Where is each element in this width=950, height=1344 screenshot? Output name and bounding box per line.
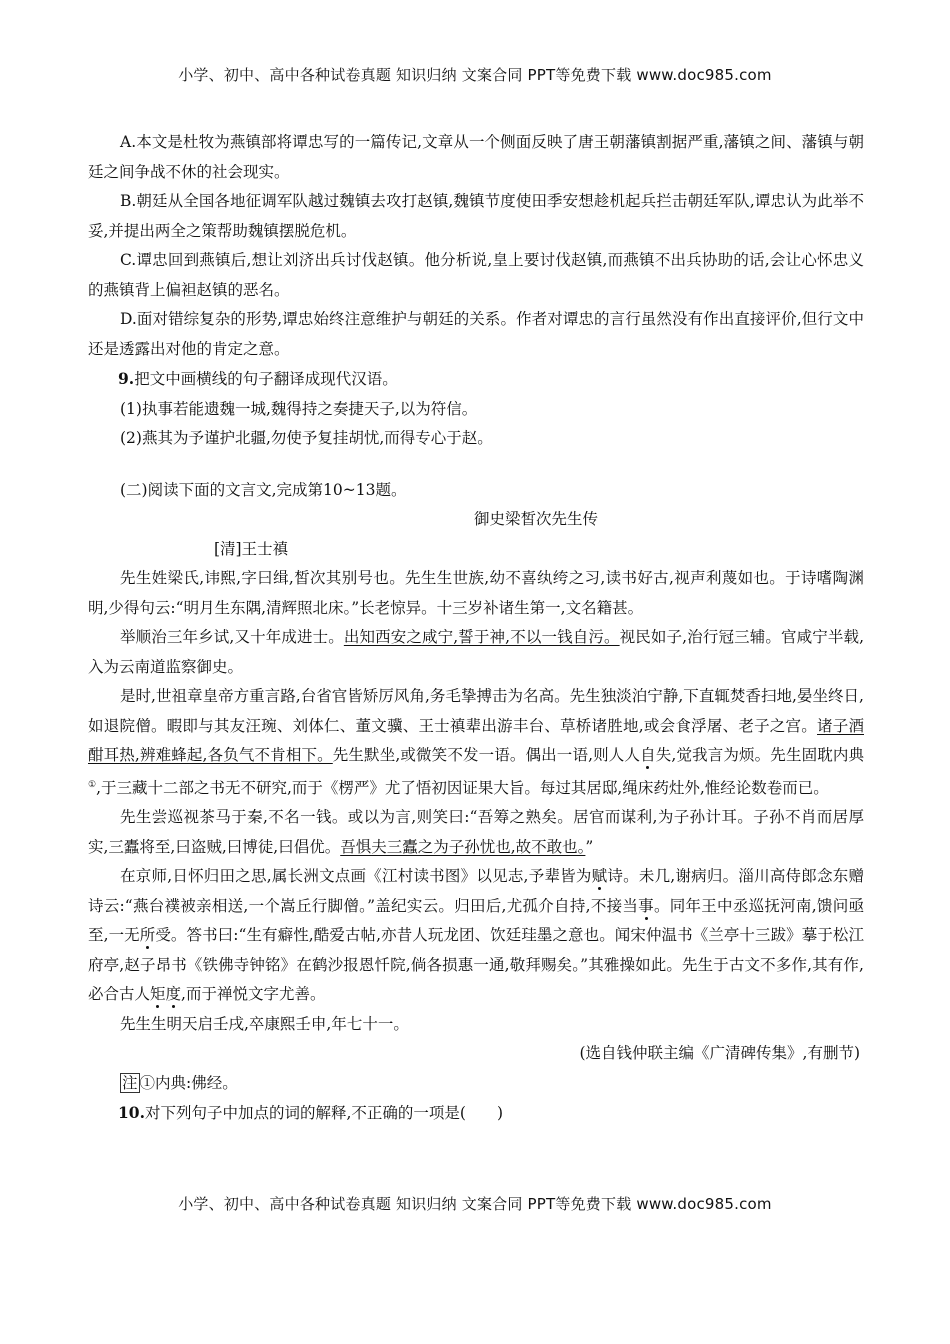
passage-paragraph-6: 先生生明天启壬戌,卒康熙壬申,年七十一。 [120, 1014, 409, 1033]
question-9 [88, 364, 864, 395]
passage-paragraph-5: 在京师,日怀归田之思,属长洲文点画《江村读书图》以见志,予辈皆为赋诗。未几,谢病归。淄川高侍郎念东赠诗云:“燕台襆被亲相送,一个嵩丘行脚僧。”盖纪实云。归田后,尤孤介自持,不接当事。同年王中丞巡抚河南,馈问亟至,一无所受。答书曰:“生有癖性,酷爱古帖,亦昔人玩龙团、饮廷珪墨之意也。闻宋仲温书《兰亭十三跋》摹于松江府亭,赵子昂书《铁佛寺钟铭》在鹤沙报恩忏院,倘各损惠一通,敬拜赐矣。”其雅操如此。先生于古文不多作,其有作,必合古人矩度,而于禅悦文字尤善。 [88, 867, 864, 1004]
passage-paragraph-4: 先生尝巡视茶马于秦,不名一钱。或以为言,则笑曰:“吾筹之熟矣。居官而谋利,为子孙计耳。子孙不肖而居厚实,三蠹将至,曰盗贼,曰博徒,曰倡优。吾惧夫三蠹之为子孙忧也,故不敢也。” [88, 808, 864, 856]
passage-author: [清]王士禛 [214, 539, 289, 558]
dotted-character: 所 [139, 926, 156, 945]
underlined-sentence: 出知西安之咸宁,誓于神,不以一钱自污。 [343, 628, 620, 646]
passage-paragraph-1: 先生姓梁氏,讳熙,字曰缉,皙次其别号也。先生生世族,幼不喜纨绔之习,读书好古,视声利蔑如也。于诗嗜陶渊明,少得句云:“明月生东隅,清辉照北床。”长老惊异。十三岁补诸生第一,文名籍甚。 [88, 569, 864, 617]
dotted-character: 赋 [591, 867, 608, 886]
option-d: D.面对错综复杂的形势,谭忠始终注意维护与朝廷的关系。作者对谭忠的言行虽然没有作出直接评价,但行文中还是透露出对他的肯定之意。 [88, 310, 864, 358]
question-9-number: 9. [118, 369, 135, 388]
passage-paragraph-3: 是时,世祖章皇帝方重言路,台省官皆矫厉风角,务毛挚搏击为名高。先生独淡泊宁静,下直辄焚香扫地,晏坐终日,如退院僧。暇即与其友汪琬、刘体仁、董文骥、王士禛辈出游丰台、草桥诸胜地,或会食浮屠、老子之宫。诸子酒酣耳热,辨难蜂起,各负气不肯相下。先生默坐,或微笑不发一语。偶出一语,则人人自失,觉我言为烦。先生固耽内典①,于三藏十二部之书无不研究,而于《楞严》尤了悟初因证果大旨。每过其居邸,绳床药灶外,惟经论数卷而已。 [88, 687, 865, 797]
passage-paragraph-2: 举顺治三年乡试,又十年成进士。出知西安之咸宁,誓于神,不以一钱自污。视民如子,治行冠三辅。官咸宁半载,入为云南道监察御史。 [88, 628, 865, 676]
option-a: A.本文是杜牧为燕镇部将谭忠写的一篇传记,文章从一个侧面反映了唐王朝藩镇割据严重,藩镇之间、藩镇与朝廷之间争战不休的社会现实。 [88, 133, 864, 181]
document-body [88, 128, 864, 1129]
passage-source: (选自钱仲联主编《广清碑传集》,有删节) [579, 1044, 860, 1063]
page-header: 小学、初中、高中各种试卷真题 知识归纳 文案合同 PPT等免费下载 www.doc985.com [178, 66, 772, 84]
dotted-character: 矩 [150, 985, 166, 1004]
question-10-stem: 对下列句子中加点的词的解释,不正确的一项是( ) [144, 1104, 503, 1123]
question-10 [88, 1098, 864, 1129]
footnote-marker: ① [88, 779, 97, 790]
question-10-number: 10. [118, 1103, 145, 1123]
passage-title: 御史梁皙次先生传 [473, 510, 598, 528]
footnote [88, 1069, 864, 1099]
option-b: B.朝廷从全国各地征调军队越过魏镇去攻打赵镇,魏镇节度使田季安想趁机起兵拦击朝廷军队,谭忠认为此举不妥,并提出两全之策帮助魏镇摆脱危机。 [88, 192, 864, 240]
dotted-character: 事 [638, 896, 654, 915]
page-footer: 小学、初中、高中各种试卷真题 知识归纳 文案合同 PPT等免费下载 www.doc985.com [178, 1195, 772, 1213]
dotted-character: 度 [165, 985, 182, 1004]
option-c: C.谭忠回到燕镇后,想让刘济出兵讨伐赵镇。他分析说,皇上要讨伐赵镇,而燕镇不出兵协助的话,会让心怀忠义的燕镇背上偏袒赵镇的恶名。 [88, 251, 864, 299]
footnote-text: ①内典:佛经。 [139, 1073, 238, 1092]
part-2-instruction: (二)阅读下面的文言文,完成第10~13题。 [120, 480, 407, 499]
underlined-sentence: 吾惧夫三蠹之为子孙忧也,故不敢也。 [340, 837, 586, 856]
dotted-character: 自 [640, 746, 656, 764]
question-9-sentence-2: (2)燕其为予谨护北疆,勿使予复挂胡忧,而得专心于赵。 [120, 429, 493, 447]
underlined-sentence: 诸子酒酣耳热,辨难蜂起,各负气不肯相下。 [88, 716, 864, 764]
question-9-stem: 把文中画横线的句子翻译成现代汉语。 [134, 370, 398, 388]
footnote-label: 注 [122, 1073, 138, 1092]
question-9-sentence-1: (1)执事若能遗魏一城,魏得持之奏捷天子,以为符信。 [120, 399, 478, 418]
